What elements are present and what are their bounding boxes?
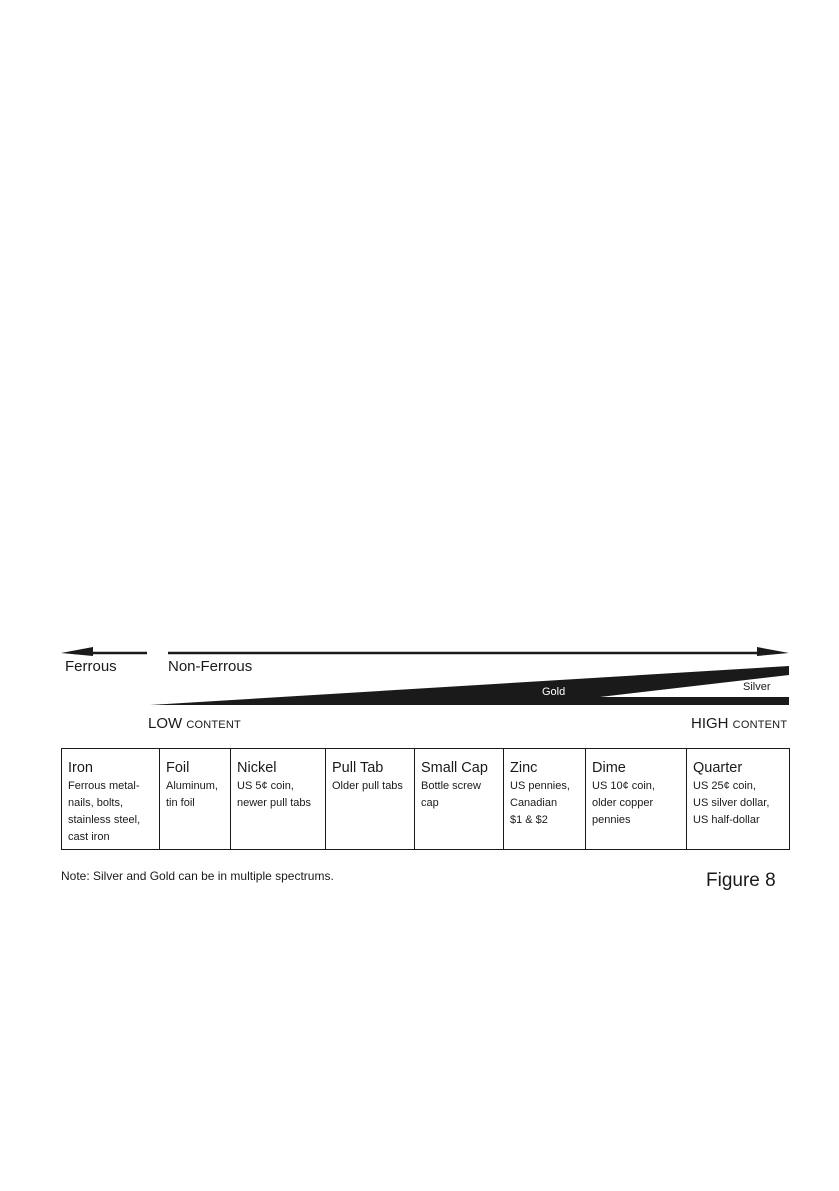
desc-line: stainless steel, [68,814,141,826]
column-quarter [687,749,790,850]
column-desc [592,778,681,829]
column-title: Zinc [510,760,538,776]
gold-label: Gold [542,686,566,698]
desc-line: US 25¢ coin, [693,780,756,792]
ferrous-label: Ferrous [65,658,117,675]
column-foil [160,749,231,850]
column-desc [332,778,409,795]
column-title: Foil [166,760,190,776]
desc-line: pennies [592,814,631,826]
nonferrous-label: Non-Ferrous [168,658,253,675]
desc-line: cast iron [68,831,110,843]
high-content-word: CONTENT [732,719,788,731]
column-desc [421,778,498,812]
metal-spectrum-table [61,748,790,850]
desc-line: older copper [592,797,654,809]
desc-line: Older pull tabs [332,780,403,792]
low-content-label [148,715,241,732]
column-iron [62,749,160,850]
nonferrous-arrowhead [757,647,789,656]
table-row [62,749,790,850]
desc-line: Canadian [510,797,558,809]
desc-line: Ferrous metal- [68,780,140,792]
desc-line: US 5¢ coin, [237,780,294,792]
column-title: Small Cap [421,760,488,776]
desc-line: cap [421,797,439,809]
column-desc [693,778,784,829]
column-nickel [231,749,326,850]
column-title: Pull Tab [332,760,384,776]
column-title: Dime [592,760,626,776]
column-small-cap [415,749,504,850]
desc-line: tin foil [166,797,195,809]
desc-line: Bottle screw [421,780,481,792]
high-word: HIGH [691,715,729,732]
silver-label: Silver [743,681,771,693]
desc-line: US silver dollar, [693,797,770,809]
column-desc [510,778,580,829]
desc-line: US half-dollar [693,814,760,826]
column-title: Nickel [237,760,277,776]
low-content-word: CONTENT [186,719,241,731]
footnote: Note: Silver and Gold can be in multiple spectrums. [61,869,334,883]
column-zinc [504,749,586,850]
low-word: LOW [148,715,183,732]
column-desc [166,778,225,812]
column-title: Iron [68,760,93,776]
figure-caption: Figure 8 [706,870,776,891]
desc-line: nails, bolts, [68,797,124,809]
column-desc [237,778,320,812]
high-content-label [691,715,787,732]
desc-line: newer pull tabs [237,797,311,809]
column-title: Quarter [693,760,743,776]
column-pull-tab [326,749,415,850]
column-dime [586,749,687,850]
desc-line: $1 & $2 [510,814,548,826]
ferrous-arrowhead [61,647,93,656]
desc-line: Aluminum, [166,780,218,792]
desc-line: US pennies, [510,780,570,792]
column-desc [68,778,154,846]
desc-line: US 10¢ coin, [592,780,655,792]
